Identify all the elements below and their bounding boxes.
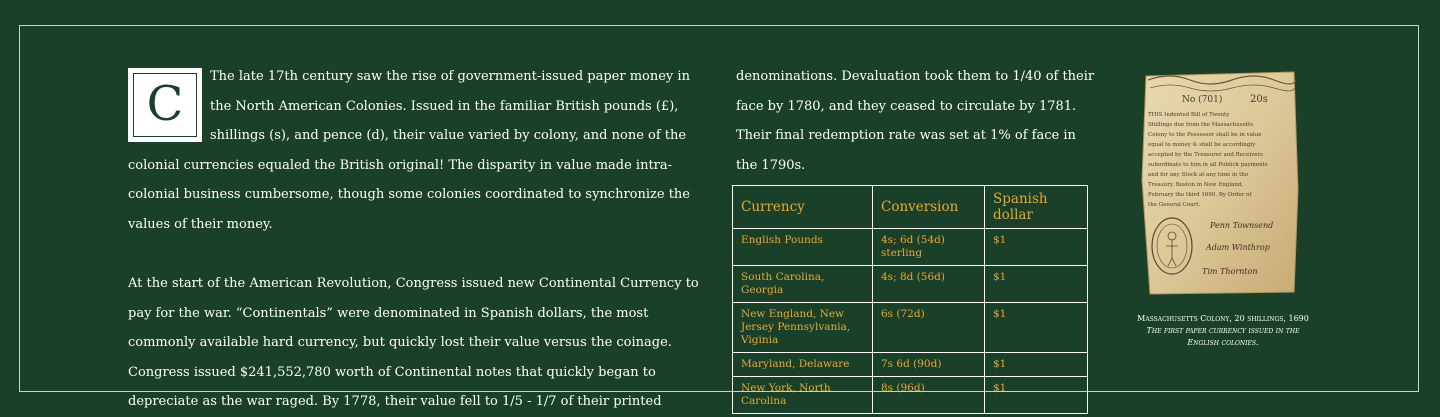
article-paragraph-1: The late 17th century saw the rise of government-issued paper money in the North American Colonies. Issued in the familiar British pounds (£), shillings (s), and pence (d), their value varied by colony, and none of the colonial currencies equaled the British original! The disparity in value made intra-colonial business cumbersome, though some colonies coordinated to synchronize the values of their money. [128,69,690,232]
article-column-middle [736,62,1096,180]
banknote-signature: Adam Winthrop [1206,243,1270,252]
table-cell-dollar: $1 [985,377,1088,414]
table-cell-currency: Maryland, Delaware [733,353,873,377]
dropcap [128,68,202,142]
table-header-conversion: Conversion [873,186,985,229]
table-cell-conversion: 6s (72d) [873,303,985,353]
banknote-line: the General Court. [1148,202,1201,208]
banknote-line: February the third 1690. By Order of [1148,192,1252,198]
caption-subtitle-line-1: The first paper currency issued in the [1146,326,1300,335]
banknote-number: No (701) [1182,95,1223,105]
banknote-signature: Penn Townsend [1210,221,1274,230]
table-cell-dollar: $1 [985,266,1088,303]
banknote-line: THIS Indented Bill of Twenty [1148,112,1230,118]
table-cell-currency: South Carolina, Georgia [733,266,873,303]
banknote-value: 20s [1250,94,1268,105]
banknote-line: Shillings due from the Massachusetts [1148,122,1254,128]
article-column-left [128,62,708,417]
table-header-currency: Currency [733,186,873,229]
table-header-spanish-dollar: Spanish dollar [985,186,1088,229]
table-cell-conversion: 7s 6d (90d) [873,353,985,377]
table-cell-conversion: 4s; 6d (54d) sterling [873,229,985,266]
table-row [733,303,1088,353]
banknote-line: Treasury. Boston in New England, [1148,182,1244,188]
table-cell-currency: New England, New Jersey Pennsylvania, Viginia [733,303,873,353]
table-row [733,266,1088,303]
table-cell-dollar: $1 [985,353,1088,377]
banknote-line: equal to money & shall be accordingly [1148,142,1256,148]
banknote-line: subordinate to him in all Publick payments [1148,162,1268,168]
article-paragraph-2-continued: denominations. Devaluation took them to 1/40 of their face by 1780, and they ceased to circulate by 1781. Their final redemption rate was set at 1% of face in the 1790s. [736,69,1095,173]
currency-table [732,185,1088,414]
banknote-line: and for any Stock at any time in the [1148,172,1249,178]
table-row [733,377,1088,414]
table-row [733,353,1088,377]
caption-subtitle-line-2: English colonies. [1187,338,1259,347]
table-cell-currency: New York, North Carolina [733,377,873,414]
colonial-banknote-image [1140,70,1300,295]
table-cell-dollar: $1 [985,229,1088,266]
article-paragraph-2: At the start of the American Revolution, Congress issued new Continental Currency to pay for the war. “Continentals” were denominated in Spanish dollars, the most commonly available hard currency, but quickly lost their value versus the coinage. Congress issued $241,552,780 worth of Continental notes that quickly began to depreciate as the war raged. By 1778, their value fell to 1/5 - 1/7 of their printed [128,276,699,409]
banknote-line: Colony to the Possessor shall be in value [1148,132,1262,138]
dropcap-letter: C [133,73,197,137]
table-row [733,229,1088,266]
table-cell-currency: English Pounds [733,229,873,266]
table-cell-conversion: 4s; 8d (56d) [873,266,985,303]
caption-title: Massachusetts Colony, 20 shillings, 1690 [1137,314,1309,323]
banknote-signature: Tim Thornton [1202,267,1258,276]
banknote-line: accepted by the Treasurer and Receivers [1148,152,1263,158]
table-cell-dollar: $1 [985,303,1088,353]
table-cell-conversion: 8s (96d) [873,377,985,414]
image-caption [1120,313,1326,349]
